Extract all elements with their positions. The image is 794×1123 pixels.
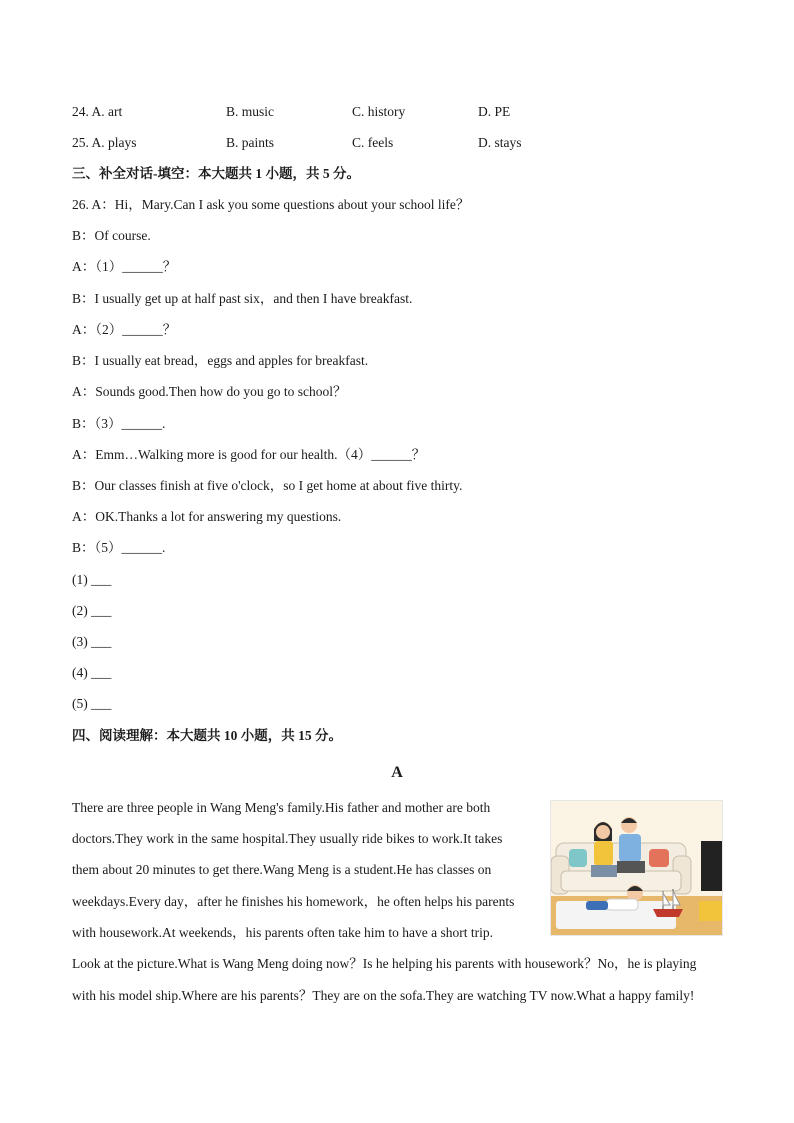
- q24-option-c: C. history: [352, 104, 406, 119]
- passage-line: weekdays.Every day，after he finishes his homework，he often helps his parents: [72, 894, 515, 909]
- dialogue-line: A：OK.Thanks a lot for answering my questions.: [72, 509, 342, 524]
- dialogue-line: B：（5）______.: [72, 540, 166, 555]
- dialogue-line: B：（3）______.: [72, 416, 166, 431]
- section4-heading: 四、阅读理解：本大题共 10 小题，共 15 分。: [72, 728, 342, 743]
- passage-line: with his model ship.Where are his parents？They are on the sofa.They are watching TV now.What a happy family!: [72, 988, 695, 1003]
- q24-option-a: 24. A. art: [72, 104, 123, 119]
- answer-blank-4[interactable]: (4) ___: [72, 665, 112, 680]
- dialogue-line: A：Sounds good.Then how do you go to school？: [72, 384, 347, 399]
- q24-option-b: B. music: [226, 104, 275, 119]
- answer-blank-2[interactable]: (2) ___: [72, 603, 112, 618]
- dialogue-line: A：（2）______？: [72, 322, 177, 337]
- passage-line: with housework.At weekends，his parents often take him to have a short trip.: [72, 925, 494, 940]
- passage-line: doctors.They work in the same hospital.They usually ride bikes to work.It takes: [72, 831, 503, 846]
- dialogue-line: A：（1）______？: [72, 259, 177, 274]
- q24-option-d: D. PE: [478, 104, 511, 119]
- dialogue-line: B：Of course.: [72, 228, 151, 243]
- section3-heading: 三、补全对话-填空：本大题共 1 小题，共 5 分。: [72, 166, 360, 181]
- passage-title: A: [391, 764, 403, 781]
- dialogue-line: B：I usually get up at half past six，and then I have breakfast.: [72, 291, 413, 306]
- passage-line: There are three people in Wang Meng's family.His father and mother are both: [72, 800, 491, 815]
- q25-option-d: D. stays: [478, 135, 522, 150]
- q25-option-b: B. paints: [226, 135, 275, 150]
- answer-blank-1[interactable]: (1) ___: [72, 572, 112, 587]
- q25-option-c: C. feels: [352, 135, 394, 150]
- dialogue-line: A：Emm…Walking more is good for our health.（4）______？: [72, 447, 426, 462]
- dialogue-line: B：Our classes finish at five o'clock，so I get home at about five thirty.: [72, 478, 463, 493]
- family-illustration: [550, 800, 723, 936]
- passage-line: Look at the picture.What is Wang Meng doing now？Is he helping his parents with housework？No，he is playing: [72, 956, 697, 971]
- answer-blank-3[interactable]: (3) ___: [72, 634, 112, 649]
- dialogue-line: 26. A：Hi，Mary.Can I ask you some questions about your school life？: [72, 197, 470, 212]
- dialogue-line: B：I usually eat bread，eggs and apples for breakfast.: [72, 353, 369, 368]
- answer-blank-5[interactable]: (5) ___: [72, 696, 112, 711]
- passage-line: them about 20 minutes to get there.Wang Meng is a student.He has classes on: [72, 862, 492, 877]
- q25-option-a: 25. A. plays: [72, 135, 137, 150]
